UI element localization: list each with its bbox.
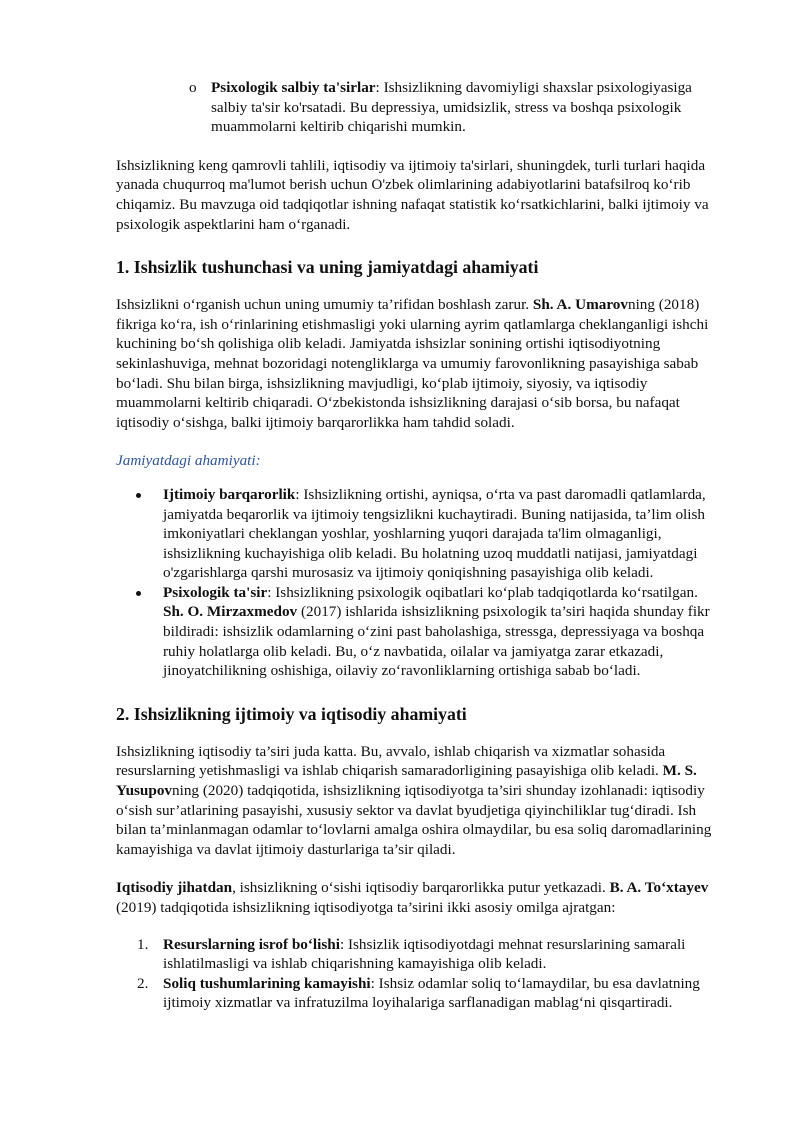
item-bold-term: Psixologik salbiy ta'sirlar: [211, 79, 376, 96]
bold-term: Iqtisodiy jihatdan: [116, 879, 233, 897]
bullet-bold-term: Psixologik ta'sir: [163, 583, 268, 601]
text-run: ning (2018) fikriga ko‘ra, ish o‘rinlarining etishmasligi yoki ularning ayrim qatlamlarga cheklanganligi ishchi kuchining bo‘sh qolishiga olib keladi. Jamiyatda ishsizlar sonining ortishi iqtisodiyotning sekinlashuviga, mehnat bozoridagi notengliklarga va umumiy farovonlikning pasayishiga sabab bo‘ladi. Shu bilan birga, ishsizlikning mavjudligi, ko‘plab ijtimoiy, siyosiy, va iqtisodiy muammolarni keltirib chiqaradi. O‘zbekistonda ishsizlikning darajasi o‘sib borsa, bu nafaqat iqtisodiy o‘sishga, balki ijtimoiy barqarorlikka ham tahdid soladi.: [116, 296, 709, 431]
bullet-text: : Ishsizlikning psixologik oqibatlari ko‘plab tadqiqotlarda ko‘rsatilgan.: [267, 583, 698, 601]
bullet-text: : Ishsizlikning ortishi, ayniqsa, o‘rta va past daromadli qatlamlarda, jamiyatda beqarorlik va ijtimoiy tengsizlikni kuchaytiradi. Buning natijasida, ta’lim olish imkoniyatlari cheklangan yoshlar, yoshlarning yuqori darajada ta'lim olmaganligi, ishsizlikning kuchayishiga olib keladi. Bu holatning uzoq muddatli natijasi, jamiyatdagi o'zgarishlarga qarshi murosasiz va ijtimoiy qoniqishning pasayishiga olib keladi.: [163, 485, 706, 582]
sub-list: [116, 78, 720, 137]
bullet-bold-term: Ijtimoiy barqarorlik: [163, 485, 296, 503]
author-name: M. S. Yusupov: [116, 762, 697, 800]
text-run: , ishsizlikning o‘sishi iqtisodiy barqarorlikka putur yetkazadi.: [232, 879, 610, 897]
list-item: [189, 78, 720, 137]
author-name: Sh. A. Umarov: [532, 296, 628, 314]
section-2-heading: 2. Ishsizlikning ijtimoiy va iqtisodiy ahamiyati: [116, 703, 467, 724]
text-run: ning (2020) tadqiqotida, ishsizlikning iqtisodiyotga ta’siri shunday izohlanadi: iqtisodiy o‘sish sur’atlarining pasayishi, xususiy sektor va davlat byudjetiga qiyinchiliklar tug‘diradi. Ish bilan ta’minlanmagan odamlar to‘lovlarni amalga oshira olmaydilar, bu esa soliq daromadlarining kamayishiga va davlat ijtimoiy dasturlariga ta’sir qiladi.: [116, 782, 712, 858]
item-text: : Ishsizlik iqtisodiyotdagi mehnat resurslarining samarali ishlatilmasligi va ishlab chiqarishning kamayishiga olib keladi.: [163, 935, 686, 973]
item-number: 1.: [137, 935, 149, 953]
text-run: Ishsizlikni o‘rganish uchun uning umumiy ta’rifidan boshlash zarur.: [116, 296, 533, 314]
circle-bullet-marker: o: [189, 79, 197, 96]
text-run: (2019) tadqiqotida ishsizlikning iqtisodiyotga ta’sirini ikki asosiy omilga ajratgan:: [116, 899, 616, 916]
numbered-list: [116, 935, 720, 1013]
bullet-dot-icon: [136, 591, 141, 596]
bullet-text: (2017) ishlarida ishsizlikning psixologik ta’siri haqida shunday fikr bildiradi: ishsizlik odamlarning o‘zini past baholashiga, stressga, depressiyaga va boshqa ruhiy holatlarga olib keladi. Bu, o‘z navbatida, oilalar va jamiyatga zarar etkazadi, jinoyatchilikning oshishiga, oilaviy zo‘ravonliklarning ortishiga sabab bo‘ladi.: [163, 603, 710, 680]
item-number: 2.: [137, 974, 149, 992]
item-text: : Ishsiz odamlar soliq to‘lamaydilar, bu esa davlatning ijtimoiy xizmatlar va infratuzilma loyihalariga sarflanadigan mablag‘ni qisqartiradi.: [163, 974, 700, 1012]
section-2-paragraph-1: [116, 742, 720, 860]
section-2-paragraph-2: [116, 878, 720, 917]
intro-paragraph: Ishsizlikning keng qamrovli tahlili, iqtisodiy va ijtimoiy ta'sirlari, shuningdek, turli turlari haqida yanada chuqurroq ma'lumot berish uchun O'zbek olimlarining adabiyotlarini batafsilroq ko‘rib chiqamiz. Bu mavzuga oid tadqiqotlar ishning nafaqat statistik ko‘rsatkichlarini, balki ijtimoiy va psixologik aspektlarini ham o‘rganadi.: [116, 156, 709, 233]
bullet-list: [116, 485, 720, 681]
numbered-item-tax-decrease: [137, 974, 720, 1013]
section-1-heading: 1. Ishsizlik tushunchasi va uning jamiyatdagi ahamiyati: [116, 257, 539, 278]
bullet-item-social-stability: [163, 485, 720, 583]
subheading: Jamiyatdagi ahamiyati:: [116, 452, 261, 470]
bullet-item-psychological-effect: [163, 583, 720, 681]
item-text: : Ishsizlikning davomiyligi shaxslar psixologiyasiga salbiy ta'sir ko'rsatadi. Bu depressiya, umidsizlik, stress va boshqa psixologik muammolarni keltirib chiqarishi mumkin.: [211, 79, 692, 136]
numbered-item-resource-waste: [137, 935, 720, 974]
bullet-dot-icon: [136, 493, 141, 498]
section-1-paragraph: [116, 295, 720, 432]
item-bold-term: Soliq tushumlarining kamayishi: [163, 974, 371, 992]
text-run: Ishsizlikning iqtisodiy ta’siri juda katta. Bu, avvalo, ishlab chiqarish va xizmatlar sohasida resurslarning yetishmasligi va ishlab chiqarish samaradorligining pasayishiga olib keladi.: [116, 742, 666, 780]
author-name: Sh. O. Mirzaxmedov: [163, 603, 298, 621]
item-bold-term: Resurslarning isrof bo‘lishi: [163, 935, 340, 953]
author-name: B. A. To‘xtayev: [609, 879, 709, 897]
